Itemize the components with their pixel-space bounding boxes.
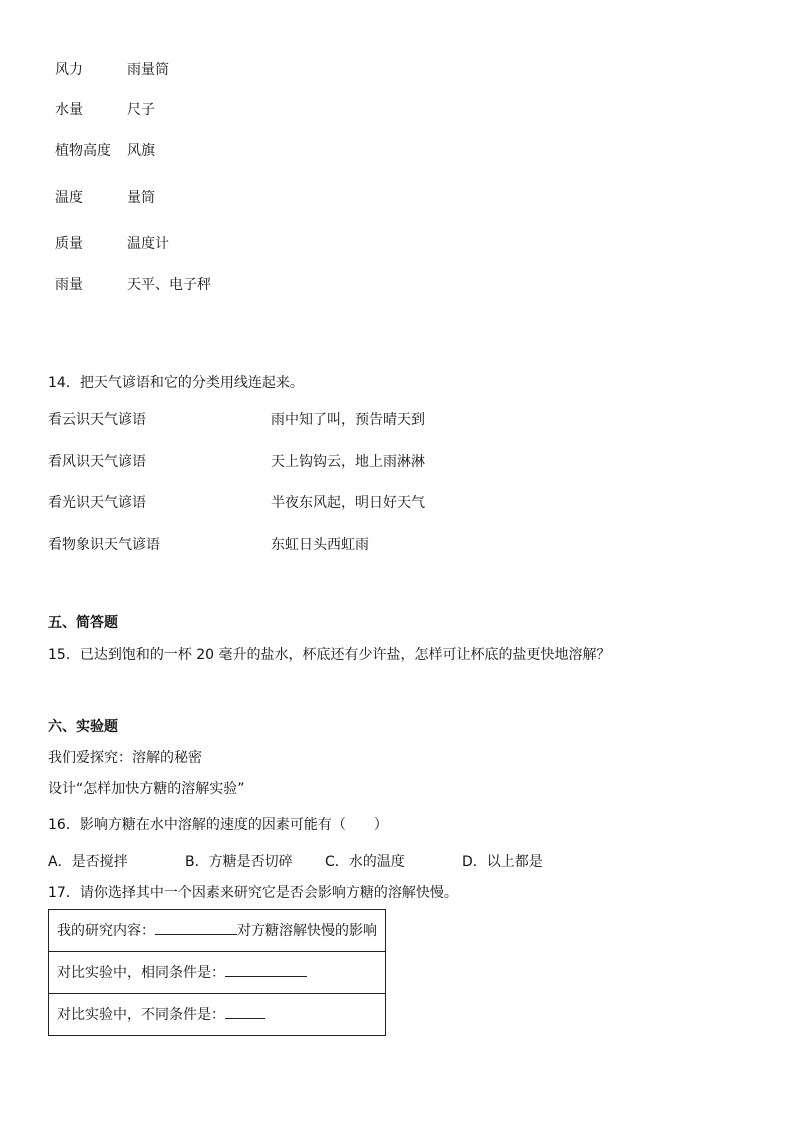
q13-right-item: 雨量筒 — [127, 62, 169, 78]
q13-right-item: 天平、电子秤 — [127, 277, 211, 293]
different-condition-label: 对比实验中，不同条件是： — [57, 1007, 225, 1023]
q14-left-item: 看风识天气谚语 — [48, 454, 146, 470]
research-content-suffix: 对方糖溶解快慢的影响 — [237, 923, 377, 939]
table-row — [49, 952, 386, 994]
answer-blank[interactable] — [225, 1004, 265, 1019]
intro-line: 设计“怎样加快方糖的溶解实验” — [48, 781, 245, 797]
q13-left-item: 水量 — [55, 102, 83, 118]
section-heading: 五、简答题 — [48, 615, 118, 631]
q14-right-item: 雨中知了叫，预告晴天到 — [271, 412, 425, 428]
option-b: B．方糖是否切碎 — [185, 854, 293, 870]
table-row — [49, 994, 386, 1036]
q14-left-item: 看光识天气谚语 — [48, 495, 146, 511]
q13-left-item: 植物高度 — [55, 143, 111, 159]
q13-right-item: 风旗 — [127, 143, 155, 159]
option-a: A．是否搅拌 — [48, 854, 128, 870]
q13-left-item: 温度 — [55, 190, 83, 206]
q14-left-item: 看云识天气谚语 — [48, 412, 146, 428]
table-row — [49, 910, 386, 952]
answer-blank[interactable] — [225, 962, 307, 977]
q15-text: 15．已达到饱和的一杯 20 毫升的盐水，杯底还有少许盐，怎样可让杯底的盐更快地溶解？ — [48, 647, 611, 663]
intro-line: 我们爱探究：溶解的秘密 — [48, 750, 202, 766]
same-condition-label: 对比实验中，相同条件是： — [57, 965, 225, 981]
table-cell — [49, 952, 386, 994]
q13-right-item: 尺子 — [127, 102, 155, 118]
q13-left-item: 质量 — [55, 236, 83, 252]
q14-left-item: 看物象识天气谚语 — [48, 537, 160, 553]
section-heading: 六、实验题 — [48, 719, 118, 735]
table-cell — [49, 910, 386, 952]
q14-right-item: 半夜东风起，明日好天气 — [271, 495, 425, 511]
q13-right-item: 温度计 — [127, 236, 169, 252]
table-cell — [49, 994, 386, 1036]
q14-right-item: 天上钩钩云，地上雨淋淋 — [271, 454, 425, 470]
q14-title: 14．把天气谚语和它的分类用线连起来。 — [48, 375, 304, 391]
q17-text: 17．请你选择其中一个因素来研究它是否会影响方糖的溶解快慢。 — [48, 885, 458, 901]
option-d: D．以上都是 — [462, 854, 543, 870]
q13-right-item: 量筒 — [127, 190, 155, 206]
q13-left-item: 雨量 — [55, 277, 83, 293]
experiment-table — [48, 909, 386, 1036]
answer-blank[interactable] — [155, 920, 237, 935]
q16-text: 16．影响方糖在水中溶解的速度的因素可能有（ ） — [48, 817, 388, 833]
option-c: C．水的温度 — [325, 854, 405, 870]
q13-left-item: 风力 — [55, 62, 83, 78]
q14-right-item: 东虹日头西虹雨 — [271, 537, 369, 553]
research-content-label: 我的研究内容： — [57, 923, 155, 939]
